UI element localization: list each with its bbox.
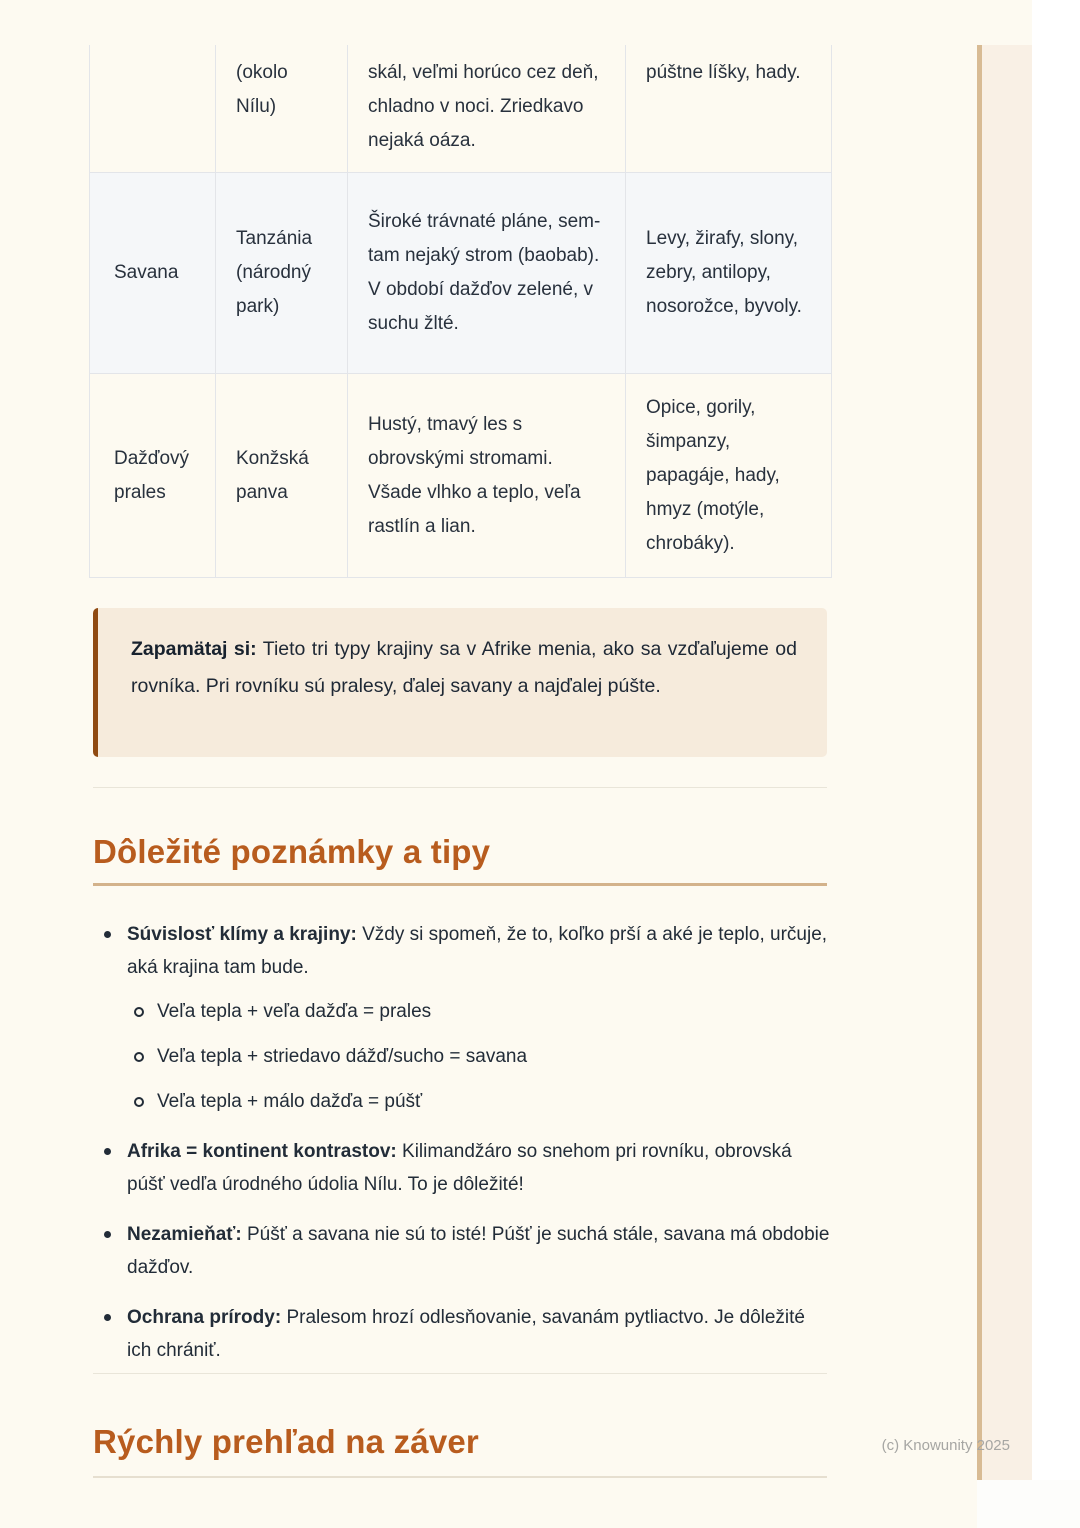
cell-animals: Levy, žirafy, slony, zebry, antilopy, nosorožce, byvoly. (626, 173, 832, 374)
cell-location: Konžská panva (216, 374, 348, 578)
table-row-desert-continued (90, 45, 832, 173)
cell-location: (okolo Nílu) (216, 45, 348, 173)
cell-description: Hustý, tmavý les s obrovskými stromami. Všade vlhko a teplo, veľa rastlín a lian. (348, 374, 626, 578)
section-divider (93, 787, 827, 788)
list-item (93, 1218, 833, 1284)
cell-landscape-type: Dažďový prales (90, 374, 216, 578)
note-text: Kilimandžáro so snehom pri rovníku, obrovská púšť vedľa úrodného údolia Nílu. To je dôležité! (127, 1141, 792, 1195)
sub-list-item: Veľa tepla + striedavo dážď/sucho = savana (127, 1040, 833, 1073)
table-row-savanna (90, 173, 832, 374)
cell-landscape-type: Savana (90, 173, 216, 374)
section-title-notes: Dôležité poznámky a tipy (93, 833, 491, 870)
cell-location: Tanzánia (národný park) (216, 173, 348, 374)
list-item (93, 1301, 833, 1367)
cell-description: skál, veľmi horúco cez deň, chladno v noci. Zriedkavo nejaká oáza. (348, 45, 626, 173)
note-text: Púšť a savana nie sú to isté! Púšť je suchá stále, savana má obdobie dažďov. (127, 1224, 830, 1278)
remember-callout (93, 608, 827, 757)
note-text: Pralesom hrozí odlesňovanie, savanám pytliactvo. Je dôležité ich chrániť. (127, 1307, 805, 1361)
page-outer-margin (1032, 0, 1080, 1528)
heading-underline (93, 883, 827, 886)
callout-text: Tieto tri typy krajiny sa v Afrike menia, ako sa vzďaľujeme od rovníka. Pri rovníku sú pralesy, ďalej savany a najďalej púšte. (131, 638, 797, 697)
note-lead: Nezamieňať: (127, 1224, 242, 1245)
page-bottom-margin (977, 1480, 1080, 1528)
cell-animals: Opice, gorily, šimpanzy, papagáje, hady, hmyz (motýle, chrobáky). (626, 374, 832, 578)
sub-list-item: Veľa tepla + málo dažďa = púšť (127, 1085, 833, 1118)
page-edge-band (982, 45, 1032, 1480)
page-edge-line (977, 45, 982, 1480)
sub-list-item: Veľa tepla + veľa dažďa = prales (127, 995, 833, 1028)
callout-lead: Zapamätaj si: (131, 638, 257, 660)
list-item (93, 1135, 833, 1201)
note-text: Vždy si spomeň, že to, koľko prší a aké je teplo, určuje, aká krajina tam bude. (127, 924, 828, 978)
cell-animals: púštne líšky, hady. (626, 45, 832, 173)
section-divider (93, 1373, 827, 1374)
cell-landscape-type (90, 45, 216, 173)
note-lead: Súvislosť klímy a krajiny: (127, 924, 357, 945)
section-title-summary: Rýchly prehľad na záver (93, 1423, 479, 1460)
notes-list (93, 918, 833, 1384)
landscapes-table (89, 45, 831, 578)
note-lead: Ochrana prírody: (127, 1307, 282, 1328)
list-item (93, 918, 833, 1118)
table-row-rainforest (90, 374, 832, 578)
note-lead: Afrika = kontinent kontrastov: (127, 1141, 397, 1162)
copyright-watermark: (c) Knowunity 2025 (881, 1437, 1010, 1454)
cell-description: Široké trávnaté pláne, sem-tam nejaký strom (baobab). V období dažďov zelené, v suchu žlté. (348, 173, 626, 374)
heading-underline (93, 1476, 827, 1478)
sub-list (127, 995, 833, 1118)
